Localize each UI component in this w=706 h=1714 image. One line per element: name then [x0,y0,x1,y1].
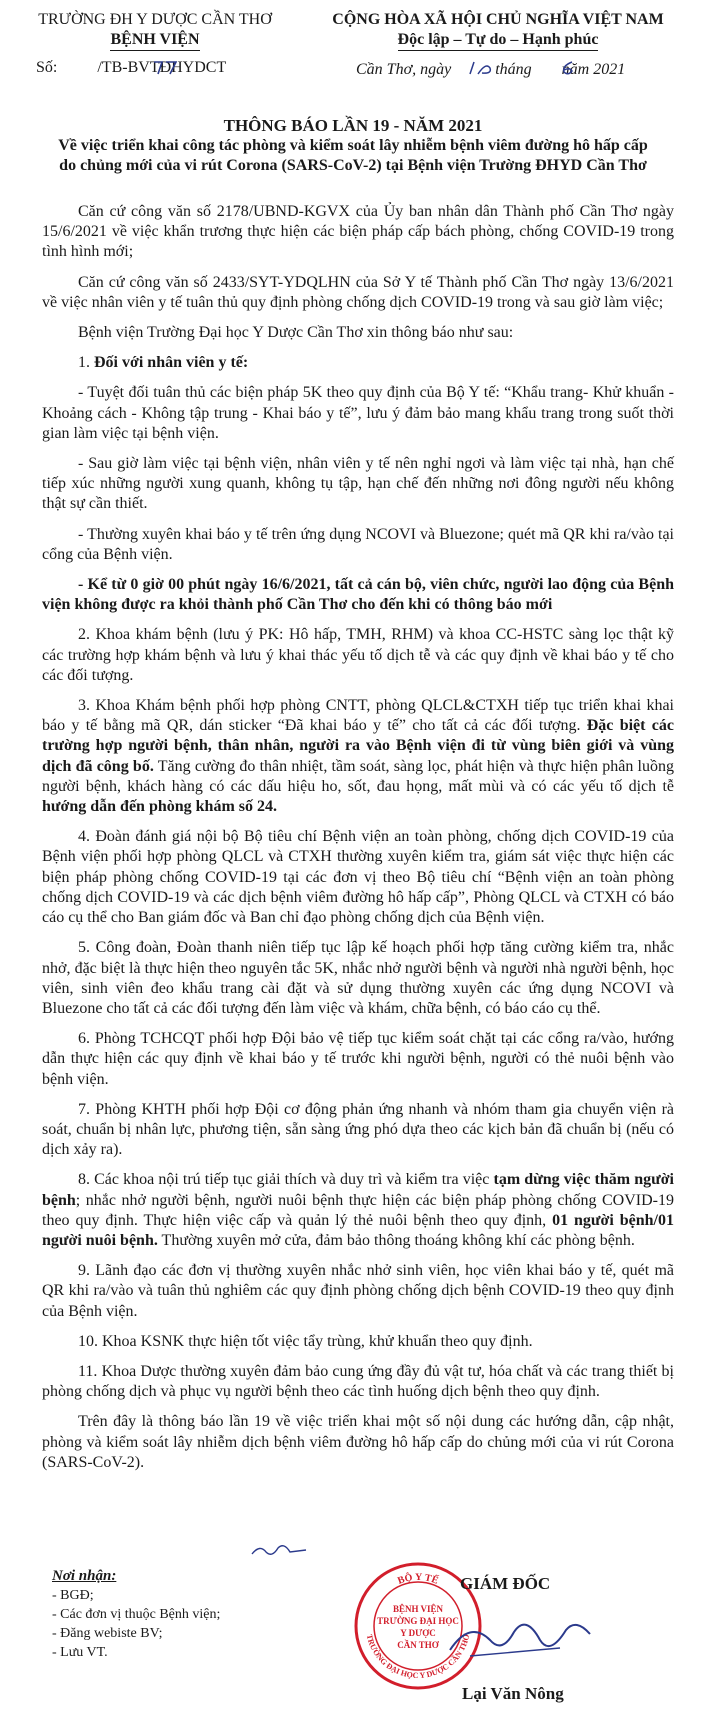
section-1-number: 1. [78,354,90,372]
signer-title: GIÁM ĐỐC [460,1574,551,1593]
date-prefix: Cần Thơ, ngày [356,61,452,78]
paragraph-travel-ban: - Kể từ 0 giờ 00 phút ngày 16/6/2021, tất cả cán bộ, viên chức, người lao động của Bệnh viện không được ra khỏi thành phố Cần Thơ cho đến khi có thông báo mới [42,576,674,614]
paragraph-basis-1: Căn cứ công văn số 2178/UBND-KGVX của Ủy ban nhân dân Thành phố Cần Thơ ngày 15/6/2021 về việc khẩn trương thực hiện các biện pháp cấp bách phòng, chống COVID-19 trong tình hình mới; [42,203,674,261]
country-name: CỘNG HÒA XÃ HỘI CHỦ NGHĨA VIỆT NAM [332,11,664,28]
recipient-item: - Các đơn vị thuộc Bệnh viện; [52,1607,221,1622]
handwritten-signature [440,1610,600,1670]
signer-name: Lại Văn Nông [462,1684,564,1703]
handwritten-month [556,60,580,76]
paragraph-declaration: - Thường xuyên khai báo y tế trên ứng dụng NCOVI và Bluezone; quét mã QR khi ra/vào tại cổng của Bệnh viện. [42,525,674,563]
org-hospital [30,30,280,51]
paragraph-item-9: 9. Lãnh đạo các đơn vị thường xuyên nhắc nhở sinh viên, học viên khai báo y tế, quét mã QR khi ra/vào và tuân thủ nghiêm các quy định phòng chống dịch bệnh COVID-19 theo quy định của Bệnh viện. [42,1262,674,1320]
notice-title [0,116,706,176]
recipient-item: - Lưu VT. [52,1645,108,1660]
paragraph-intro: Bệnh viện Trường Đại học Y Dược Cần Thơ xin thông báo như sau: [78,324,514,342]
org-hospital-label: BỆNH VIỆN [110,30,199,51]
stamp-center-line2: TRƯỜNG ĐẠI HỌC [377,1616,459,1626]
paragraph-item-5: 5. Công đoàn, Đoàn thanh niên tiếp tục lập kế hoạch phối hợp tăng cường kiểm tra, nhắc nhở, đặc biệt là thực hiện theo nguyên tắc 5K, nhắc nhở người bệnh và người nhà người bệnh, học viên, sinh viên đeo khẩu trang cài đặt và sử dụng thường xuyên các ứng dụng NCOVI và Bluezone cho tất cả các đối tượng đến làm việc và khám, chữa bệnh, có báo cáo cụ thể. [42,939,674,1017]
initial-mark [250,1540,310,1560]
org-header [30,10,280,51]
date-month-label: tháng [495,61,532,78]
paragraph-5k: - Tuyệt đối tuân thủ các biện pháp 5K theo quy định của Bộ Y tế: “Khẩu trang- Khử khuẩn - Khoảng cách - Không tập trung - Khai báo y tế”, lưu ý đảm bảo mang khẩu trang trong suốt thời gian làm việc tại bệnh viện. [42,384,674,442]
stamp-center-line3: Y DƯỢC [400,1628,436,1638]
paragraph-item-11: 11. Khoa Dược thường xuyên đảm bảo cung ứng đầy đủ vật tư, hóa chất và các trang thiết bị phòng chống dịch và phục vụ người bệnh theo các tình huống dịch bệnh theo quy định. [42,1362,674,1401]
notice-title-main: THÔNG BÁO LẦN 19 - NĂM 2021 [223,116,483,135]
stamp-center-line4: CẦN THƠ [397,1640,439,1650]
recipient-item: - Đăng webiste BV; [52,1626,163,1641]
section-1-heading [42,353,674,373]
item-3-part-a: 3. Khoa Khám bệnh phối hợp phòng CNTT, phòng QLCL&CTXH tiếp tục triển khai khai báo y tế bằng mã QR, dán sticker “Đã khai báo y tế” cho tất cả các đối tượng. [42,697,674,735]
document-number [36,58,226,78]
paragraph-item-8 [42,1170,674,1251]
recipients-block [52,1567,220,1662]
paragraph-item-2: 2. Khoa khám bệnh (lưu ý PK: Hô hấp, TMH, RHM) và khoa CC-HSTC sàng lọc thật kỹ các trường hợp khám bệnh và lưu ý khai thác yếu tố dịch tễ và các quy định về khai báo y tế cho các đối tượng. [42,626,674,684]
paragraph-closing: Trên đây là thông báo lần 19 về việc triển khai một số nội dung các hướng dẫn, cập nhật, phòng và kiểm soát lây nhiễm dịch bệnh viêm đường hô hấp cấp do chủng mới của vi rút Corona (SARS-CoV-2). [42,1413,674,1471]
recipient-item: - BGĐ; [52,1588,94,1603]
org-university: TRƯỜNG ĐH Y DƯỢC CẦN THƠ [38,11,272,28]
paragraph-item-10: 10. Khoa KSNK thực hiện tốt việc tẩy trùng, khử khuẩn theo quy định. [78,1332,533,1350]
notice-body [42,202,674,1483]
handwritten-number-mark [150,58,190,76]
item-3-part-d: hướng dẫn đến phòng khám số 24. [42,798,277,816]
country-motto [318,30,678,51]
notice-subject-line2: do chủng mới của vi rút Corona (SARS-CoV-2) tại Bệnh viện Trường ĐHYD Cần Thơ [59,157,647,174]
paragraph-item-6: 6. Phòng TCHCQT phối hợp Đội bảo vệ tiếp tục kiểm soát chặt tại các cổng ra/vào, hướng dẫn thực hiện các quy định về khai báo y tế trước khi người bệnh, người có thẻ nuôi bệnh vào bệnh viện. [42,1030,674,1088]
item-8-part-c: ; nhắc nhở người bệnh, người nuôi bệnh thực hiện các biện pháp phòng chống COVID-19 theo quy định. Thực hiện việc cấp và quản lý thẻ nuôi bệnh theo quy định, [42,1191,674,1229]
item-8-part-e: Thường xuyên mở cửa, đảm bảo thông thoáng không khí các phòng bệnh. [157,1231,635,1249]
notice-subject-line1: Về việc triển khai công tác phòng và kiểm soát lây nhiễm bệnh viêm đường hô hấp cấp [58,137,648,154]
paragraph-item-7: 7. Phòng KHTH phối hợp Đội cơ động phản ứng nhanh và nhóm tham gia chuyển viện rà soát, chuẩn bị nhân lực, phương tiện, sẵn sàng ứng phó dựa theo các kịch bản đã chuẩn bị (nếu có dịch xảy ra). [42,1100,674,1159]
paragraph-item-4: 4. Đoàn đánh giá nội bộ Bộ tiêu chí Bệnh viện an toàn phòng, chống dịch COVID-19 của Bệnh viện phối hợp phòng QLCL và CTXH thường xuyên kiểm tra, giám sát việc thực hiện các biện pháp phòng chống COVID-19 tại các đơn vị theo Bộ tiêu chí “Bệnh viện an toàn phòng chống dịch COVID-19 và các dịch bệnh viêm đường hô hấp cấp”, Phòng QLCL và CTXH có báo cáo cụ thể cho Ban giám đốc và Ban chỉ đạo phòng chống dịch của Bệnh viện. [42,828,674,927]
item-3-part-c: Tăng cường đo thân nhiệt, tầm soát, sàng lọc, phát hiện và thực hiện phân luồng người bệnh, khách hàng có các dấu hiệu ho, sốt, đau họng, mất mùi và có các yếu tố dịch tễ [42,757,674,795]
stamp-center-line1: BỆNH VIỆN [392,1604,444,1614]
item-8-part-b: tạm dừng việc thăm người bệnh [42,1171,675,1209]
section-1-title: Đối với nhân viên y tế: [94,354,249,372]
recipients-title: Nơi nhận: [52,1568,117,1584]
number-prefix: Số: [36,59,58,76]
handwritten-day [466,60,496,76]
stamp-ring-text: TRƯỜNG ĐẠI HỌC Y DƯỢC CẦN THƠ [364,1633,472,1681]
date-year: năm 2021 [561,61,626,78]
item-8-part-d: 01 người bệnh/01 người nuôi bệnh. [42,1211,674,1249]
paragraph-basis-2: Căn cứ công văn số 2433/SYT-YDQLHN của Sở Y tế Thành phố Cần Thơ ngày 13/6/2021 về việc nhân viên y tế tuân thủ quy định phòng chống dịch COVID-19 trong và sau giờ làm việc; [42,273,674,311]
stamp-top-text: BỘ Y TẾ [396,1571,440,1587]
national-header [318,10,678,51]
paragraph-after-work: - Sau giờ làm việc tại bệnh viện, nhân viên y tế nên nghỉ ngơi và làm việc tại nhà, hạn chế tiếp xúc những người xung quanh, không tụ tập, hạn chế đến những nơi đông người nếu không thật sự cần thiết. [42,455,674,513]
paragraph-item-3 [42,696,674,817]
item-3-part-b: Đặc biệt các trường hợp người bệnh, thân nhân, người ra vào Bệnh viện đi từ vùng biên giới và vùng dịch đã công bố. [42,717,674,775]
country-motto-label: Độc lập – Tự do – Hạnh phúc [398,30,599,51]
number-suffix: /TB-BVTĐHYDCT [97,59,227,76]
item-8-part-a: 8. Các khoa nội trú tiếp tục giải thích và duy trì và kiểm tra việc [78,1171,494,1189]
